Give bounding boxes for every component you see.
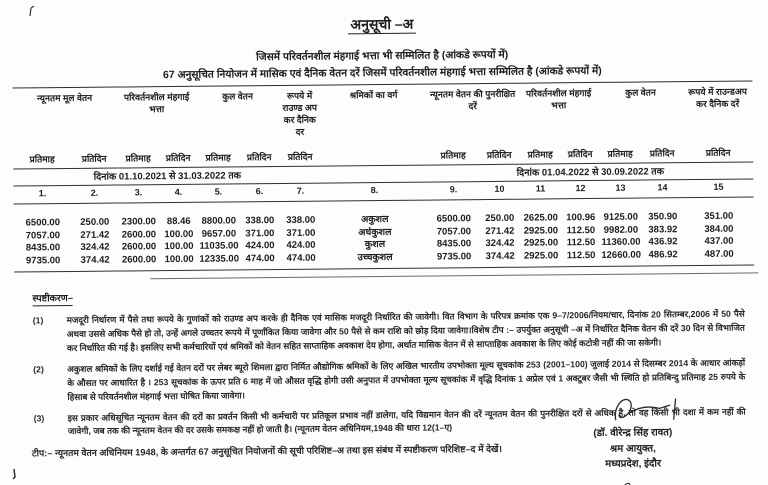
- signature-block: [547, 393, 718, 473]
- note-text: इस प्रकार अधिसूचित न्यूनतम वेतन की दरों का प्रवर्तन किसी भी कर्मचारी पर प्रतिकूल प्रभाव नहीं डालेगा, यदि विद्यमान वेतन की दरें न्यूनतम वेतन की पुनरीक्षित दरों से अधिक है, तो वह किसी भी दशा में कम नहीं की जावेगी, जब तक की न्यूनतम वेतन की दर उसके समकक्ष नहीं हो जाती है। (न्यूनतम वेतन अधिनियम,1948 की धारा 12(1–ए): [67, 406, 746, 437]
- table-cell: 2925.00: [520, 250, 562, 267]
- worker-class-cell: अकुशल: [360, 213, 389, 226]
- column-number: 4.: [159, 184, 197, 202]
- table-cell: 474.00: [280, 252, 322, 269]
- column-number: 8.: [321, 182, 427, 201]
- column-number: 14: [641, 180, 683, 198]
- note-marker: (1): [32, 315, 44, 326]
- table-cell: 112.50: [562, 249, 600, 266]
- period-right: दिनांक 01.04.2022 से 30.09.2022 तक: [427, 162, 753, 182]
- column-number: 11: [519, 181, 561, 199]
- table-cell: 250.00: [485, 212, 515, 225]
- note-text: मजदूरी निर्धारण में पैसे तथा रूपये के गुणांकों को राउण्ड अप करके ही दैनिक एवं मासिक मजदूरी निर्धारित की जावेगी। वित विभाग के परिपत्र क्रमांक एक 9–7/2006/नियम/चार, दिनांक 20 सितम्बर,2006 में 50 पैसे अथवा उससे अधिक पैसे हो तो, उन्हें अगले उच्चतर रूपये में पूर्णांकित किया जावेगा और 50 पैसे से कम राशि को छोड़ दिया जावेगा।विशेष टीप :– उपर्युक्त अनुसूची –अ में निर्धारित दैनिक वेतन की दरें 30 दिन से विभाजित कर निर्धारित की गई है। इसलिए सभी कर्मचारियों एवं श्रमिकों को वेतन सहित साप्ताहिक अवकाश देय होगा, अर्थात मासिक वेतन में से साप्ताहिक अवकाश के लिए कोई कटोत्री नहीं की जा सकेगी।: [66, 308, 745, 353]
- table-cell: 8435.00: [436, 238, 472, 250]
- signature-scribble-icon: [609, 393, 685, 428]
- secondary-rule: [150, 272, 758, 279]
- note-item-1: [33, 308, 745, 357]
- sub-header-cell: प्रतिमाह: [117, 151, 159, 168]
- signatory-name: (डॉ. वीरेन्द्र सिंह रावत): [593, 427, 673, 439]
- table-cell: 2625.00: [523, 212, 558, 224]
- table-cell: 383.92: [648, 223, 678, 235]
- group-header-total-wage-2: कुल वेतन: [625, 87, 656, 98]
- worker-class-cell: उच्चकुशल: [322, 251, 428, 269]
- sub-header-cell: प्रतिमाह: [519, 147, 561, 164]
- column-number: 12: [561, 180, 599, 198]
- column-number: 10: [479, 181, 519, 199]
- table-cell: 271.42: [485, 225, 515, 237]
- table-cell: 474.00: [240, 252, 280, 269]
- column-number: 9.: [427, 182, 479, 200]
- table-cell: 11360.00: [601, 236, 641, 248]
- sub-header-cell: प्रतिदिन: [561, 147, 599, 164]
- table-cell: 2600.00: [121, 228, 157, 241]
- table-cell: 7057.00: [436, 225, 472, 237]
- table-cell: 11035.00: [199, 240, 239, 252]
- table-cell: 338.00: [286, 214, 316, 226]
- sub-header-cell: प्रतिमाह: [427, 148, 479, 165]
- period-gap: [321, 165, 427, 183]
- group-header-vda: परिवर्तनशील मंहगाई भत्ता: [123, 91, 190, 115]
- table-cell: 6500.00: [25, 217, 61, 229]
- table-cell: 100.00: [160, 253, 198, 270]
- table-cell: 424.00: [245, 240, 275, 252]
- table-cell: 6500.00: [436, 213, 471, 225]
- table-cell: 9982.00: [603, 224, 639, 236]
- subtitle-line-2: 67 अनुसूचित नियोजन में मासिक एवं दैनिक वेतन दरें जिसमें परिवर्तनशील मंहगाई भत्ता सम्मिलित है (आंकडे रूपयों में): [162, 64, 602, 82]
- group-header-total-wage: कुल वेतन: [222, 91, 253, 102]
- sub-header-cell: प्रतिदिन: [641, 146, 683, 163]
- table-cell: 424.00: [286, 239, 316, 251]
- column-number: 7.: [279, 183, 321, 201]
- column-number: 13: [599, 180, 641, 198]
- column-number: 15: [683, 179, 753, 198]
- group-header-min-basic-wage: न्यूनतम मूल वेतन: [37, 92, 93, 104]
- table-cell: 12660.00: [600, 249, 642, 266]
- sub-header-cell: प्रतिदिन: [479, 148, 519, 165]
- column-number: 5.: [197, 184, 239, 202]
- sub-header-cell: प्रतिदिन: [71, 152, 117, 169]
- table-cell: 112.50: [566, 236, 596, 249]
- column-number: 6.: [239, 184, 279, 202]
- worker-class-cell: कुशल: [364, 238, 386, 251]
- table-cell: 100.00: [164, 240, 194, 253]
- page-title: अनुसूची –अ: [0, 11, 766, 37]
- table-cell: 338.00: [245, 215, 275, 227]
- table-cell: 250.00: [80, 216, 110, 228]
- table-cell: 374.42: [72, 254, 118, 271]
- table-cell: 384.00: [704, 223, 734, 235]
- signatory-place: मध्यप्रदेश, इंदौर: [605, 458, 662, 470]
- table-cell: 8800.00: [201, 215, 237, 227]
- sub-header-cell: प्रतिदिन: [683, 145, 753, 162]
- subtitle-line-1: जिसमें परिवर्तनशील मंहगाई भत्ता भी सम्मिलित है (आंकडे रूपयों में): [256, 48, 509, 64]
- sub-header-cell: प्रतिमाह: [13, 152, 71, 169]
- table-cell: 271.42: [80, 229, 110, 241]
- table-cell: 371.00: [286, 227, 316, 239]
- tip-line: टीप:– न्यूनतम वेतन अधिनियम 1948, के अन्तर्गत 67 अनुसूचित नियोजनों की सूची परिशिष्ट–अ तथा इस संबंध में स्पष्टीकरण परिशिष्ट–द में देखें।: [31, 444, 503, 459]
- table-cell: 9735.00: [14, 254, 72, 272]
- table-cell: 100.96: [566, 211, 596, 224]
- group-header-vda-2: परिवर्तनशील मंहगाई भत्ता: [525, 88, 592, 111]
- column-number: 1.: [13, 185, 71, 204]
- table-cell: 487.00: [684, 248, 754, 266]
- period-left: दिनांक 01.10.2021 से 31.03.2022 तक: [13, 166, 321, 186]
- group-header-row: [12, 81, 753, 153]
- note-marker: (3): [33, 412, 45, 423]
- table-cell: 2600.00: [121, 241, 157, 253]
- column-number: 3.: [117, 185, 159, 203]
- table-cell: 324.42: [80, 241, 110, 253]
- table-cell: 374.42: [480, 250, 520, 267]
- sub-header-cell: प्रतिदिन: [279, 150, 321, 167]
- note-text: अकुशल श्रमिकों के लिए दर्शाई गई वेतन दरों पर लेबर ब्यूरो शिमला द्वारा निर्मित औद्योगिक श्रमिकों के लिए अखिल भारतीय उपभोक्ता मूल्य सूचकांक 253 (2001–100) जुलाई 2014 से दिसम्बर 2014 के आधार आंकड़ों के औसत पर आधारित है । 253 सूचकांक के ऊपर प्रति 6 माह में जो औसत वृद्धि होगी उसी अनुपात में उपभोक्ता मूल्य सूचकांक में वृद्धि दिनांक 1 अप्रेल एवं 1 अक्टूबर जैसी भी स्थिति हो प्रतिबिन्दु प्रतिमाह 25 रुपये के हिसाब से परिवर्तनशील मंहगाई भत्ता घोषित किया जावेगा।: [67, 357, 746, 402]
- group-header-revised-min-wage: न्यूनतम वेतन की पुनरीक्षित दरें: [429, 88, 516, 112]
- worker-class-cell: अर्धकुशल: [358, 226, 392, 238]
- sub-header-cell: प्रतिदिन: [159, 151, 197, 168]
- table-cell: 486.92: [642, 249, 684, 266]
- sub-header-cell: प्रतिमाह: [599, 147, 641, 164]
- table-cell: 7057.00: [25, 229, 61, 241]
- table-cell: 8435.00: [25, 242, 61, 254]
- table-cell: 351.00: [704, 210, 734, 222]
- sub-header-cell: प्रतिमाह: [197, 150, 239, 167]
- table-cell: 350.90: [648, 211, 678, 223]
- note-marker: (2): [33, 364, 44, 375]
- table-cell: 2925.00: [523, 224, 559, 237]
- sub-header-cell: प्रतिदिन: [239, 150, 279, 167]
- column-number: 2.: [71, 185, 117, 203]
- table-cell: 9657.00: [201, 227, 237, 240]
- table-cell: 100.00: [164, 228, 194, 240]
- table-cell: 2600.00: [118, 254, 160, 271]
- group-header-worker-class: श्रमिकों का वर्ग: [349, 89, 398, 101]
- wage-rates-table: [12, 80, 754, 272]
- explanation-heading: स्पष्टीकरण–: [32, 292, 74, 305]
- table-cell: 9125.00: [603, 211, 639, 223]
- signature-flourish-icon: [618, 478, 636, 485]
- group-header-rounded-daily-rate: रूपये में राउण्ड अप कर दैनिक दर: [282, 90, 318, 138]
- table-cell: 436.92: [648, 236, 678, 248]
- group-header-rounded-daily-rate-2: रूपये में राउन्डअप कर दैनिक दरें: [688, 86, 747, 110]
- sub-header-cell-empty: [321, 149, 427, 167]
- table-cell: 12335.00: [198, 253, 240, 270]
- table-cell: 88.46: [166, 215, 191, 228]
- table-cell: 2300.00: [121, 216, 156, 228]
- signatory-post: श्रम आयुक्त,: [610, 442, 656, 455]
- table-cell: 2925.00: [523, 237, 559, 249]
- table-cell: 112.50: [566, 224, 596, 236]
- table-cell: 437.00: [704, 235, 734, 247]
- table-cell: 371.00: [245, 227, 275, 239]
- table-cell: 9735.00: [428, 251, 480, 268]
- table-cell: 324.42: [485, 237, 515, 250]
